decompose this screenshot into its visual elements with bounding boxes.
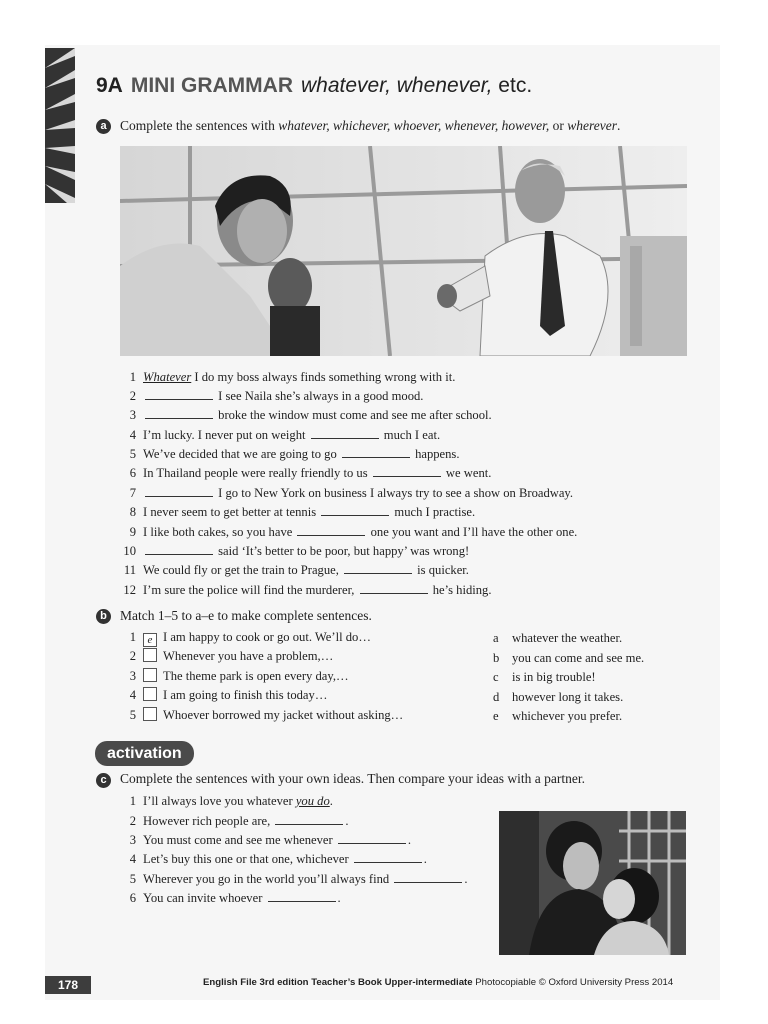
example-answer: Whatever: [143, 370, 192, 384]
list-item: a whatever the weather.: [493, 631, 623, 645]
footer-credit: [203, 977, 673, 988]
section-b-instruction: Match 1–5 to a–e to make complete sentences.: [120, 608, 372, 623]
section-c-instruction: Complete the sentences with your own ideas. Then compare your ideas with a partner.: [120, 771, 585, 786]
list-item: 11 We could fly or get the train to Prague, is quicker.: [123, 563, 469, 577]
list-item: 2 However rich people are, .: [129, 814, 349, 828]
answer-blank[interactable]: [354, 852, 422, 863]
list-item: 1 Whatever I do my boss always finds something wrong with it.: [129, 370, 456, 384]
couple-photo: [499, 811, 686, 955]
sunburst-decoration: [45, 48, 75, 203]
answer-blank[interactable]: [373, 466, 441, 477]
answer-box[interactable]: e: [143, 633, 157, 647]
answer-blank[interactable]: [145, 389, 213, 400]
section-a-instruction: [120, 118, 620, 134]
list-item: 10 said ‘It’s better to be poor, but happy’ was wrong!: [123, 544, 470, 558]
section-label: MINI GRAMMAR: [130, 74, 294, 97]
list-item: 6 In Thailand people were really friendly to us we went.: [129, 466, 492, 480]
page-number: 178: [45, 976, 91, 994]
section-c-badge: c: [96, 773, 111, 788]
answer-blank[interactable]: [145, 544, 213, 555]
list-item: 8 I never seem to get better at tennis much I practise.: [129, 505, 476, 519]
section-a-badge: a: [96, 119, 111, 134]
office-photo: [120, 146, 687, 356]
list-item: 2 Whenever you have a problem,…: [129, 649, 334, 663]
answer-blank[interactable]: [321, 505, 389, 516]
list-item: d however long it takes.: [493, 690, 624, 704]
answer-blank[interactable]: [297, 525, 365, 536]
activation-heading: activation: [95, 741, 194, 766]
answer-blank[interactable]: [344, 563, 412, 574]
grammar-topic: whatever, whenever,: [301, 74, 493, 97]
list-item: 5 Whoever borrowed my jacket without asking…: [129, 708, 404, 722]
list-item: 3 broke the window must come and see me after school.: [129, 408, 492, 422]
instruction-or: or: [549, 118, 568, 133]
list-item: b you can come and see me.: [493, 651, 645, 665]
answer-blank[interactable]: [145, 486, 213, 497]
list-item: 7 I go to New York on business I always try to see a show on Broadway.: [129, 486, 574, 500]
list-item: 4 I’m lucky. I never put on weight much I eat.: [129, 428, 441, 442]
list-item: 3 The theme park is open every day,…: [129, 669, 349, 683]
instruction-end: .: [617, 118, 621, 133]
answer-blank[interactable]: [338, 833, 406, 844]
unit-code: 9A: [96, 74, 123, 97]
list-item: 4 Let’s buy this one or that one, whichever .: [129, 852, 427, 866]
instruction-last-word: wherever: [567, 118, 618, 133]
list-item: 12 I’m sure the police will find the murderer, he’s hiding.: [123, 583, 492, 597]
list-item: 6 You can invite whoever .: [129, 891, 341, 905]
instruction-words: whatever, whichever, whoever, whenever, however,: [278, 118, 550, 133]
list-item: 9 I like both cakes, so you have one you want and I’ll have the other one.: [129, 525, 578, 539]
list-item: 2 I see Naila she’s always in a good mood.: [129, 389, 424, 403]
list-item: e whichever you prefer.: [493, 709, 623, 723]
list-item: c is in big trouble!: [493, 670, 596, 684]
page-title: [96, 74, 532, 98]
answer-box[interactable]: [143, 687, 157, 701]
list-item: 5 We’ve decided that we are going to go happens.: [129, 447, 460, 461]
answer-box[interactable]: [143, 648, 157, 662]
book-title: English File 3rd edition Teacher’s Book Upper-intermediate: [203, 977, 473, 988]
answer-box[interactable]: [143, 707, 157, 721]
copyright: Photocopiable © Oxford University Press 2014: [472, 977, 674, 988]
list-item: 5 Wherever you go in the world you’ll always find .: [129, 872, 468, 886]
example-answer: you do: [295, 794, 330, 808]
answer-blank[interactable]: [311, 428, 379, 439]
section-b-badge: b: [96, 609, 111, 624]
answer-blank[interactable]: [145, 408, 213, 419]
list-item: 4 I am going to finish this today…: [129, 688, 328, 702]
instruction-text: Complete the sentences with: [120, 118, 279, 133]
answer-blank[interactable]: [342, 447, 410, 458]
list-item: 1 e I am happy to cook or go out. We’ll do…: [129, 630, 371, 646]
list-item: 3 You must come and see me whenever .: [129, 833, 411, 847]
grammar-topic-tail: etc.: [492, 74, 533, 97]
answer-blank[interactable]: [275, 814, 343, 825]
answer-blank[interactable]: [394, 872, 462, 883]
list-item: 1 I’ll always love you whatever you do.: [129, 794, 333, 808]
answer-blank[interactable]: [360, 583, 428, 594]
answer-blank[interactable]: [268, 891, 336, 902]
answer-box[interactable]: [143, 668, 157, 682]
